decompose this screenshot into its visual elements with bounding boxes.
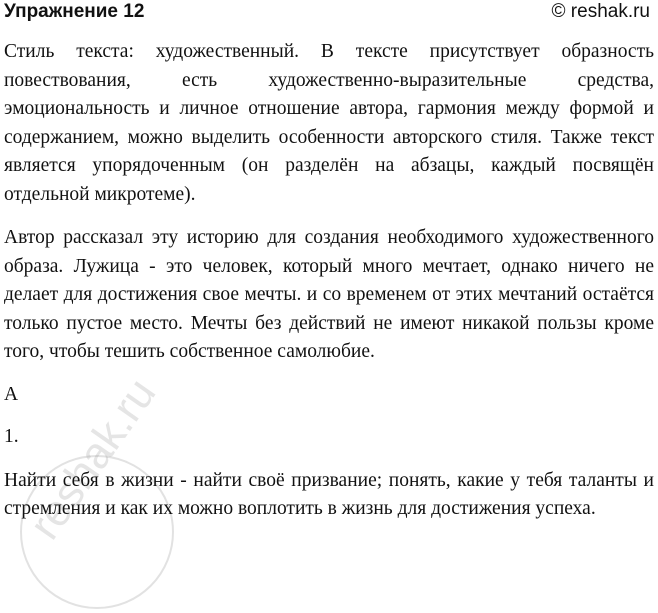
section-letter: А: [4, 383, 19, 405]
paragraph-answer: Найти себя в жизни - найти своё призвание; понять, какие у тебя таланты и стремления и как их можно воплотить в жизнь для достижения успеха.: [4, 469, 654, 519]
paragraph-style: Стиль текста: художественный. В тексте присутствует образность повествования, есть художественно-выразительные средства, эмоциональность и личное отношение автора, гармония между формой и содержанием, можно выделить особенности авторского стиля. Также текст является упорядоченным (он разделён на абзацы, каждый посвящён отдельной микротеме).: [4, 41, 654, 205]
exercise-title: Упражнение 12: [4, 1, 145, 22]
paragraph-author-intent: Автор рассказал эту историю для создания необходимого художественного образа. Лужица - это человек, который много мечтает, однако ничего не делает для достижения свое мечты. и со временем от этих мечтаний остаётся только пустое место. Мечты без действий не имеют никакой пользы кроме того, чтобы тешить собственное самолюбие.: [4, 227, 654, 362]
page-header: [0, 0, 658, 26]
document-body: [4, 38, 654, 524]
source-credit: © reshak.ru: [551, 1, 650, 22]
item-number: 1.: [4, 426, 19, 447]
watermark-text: reshak.ru: [20, 369, 166, 549]
